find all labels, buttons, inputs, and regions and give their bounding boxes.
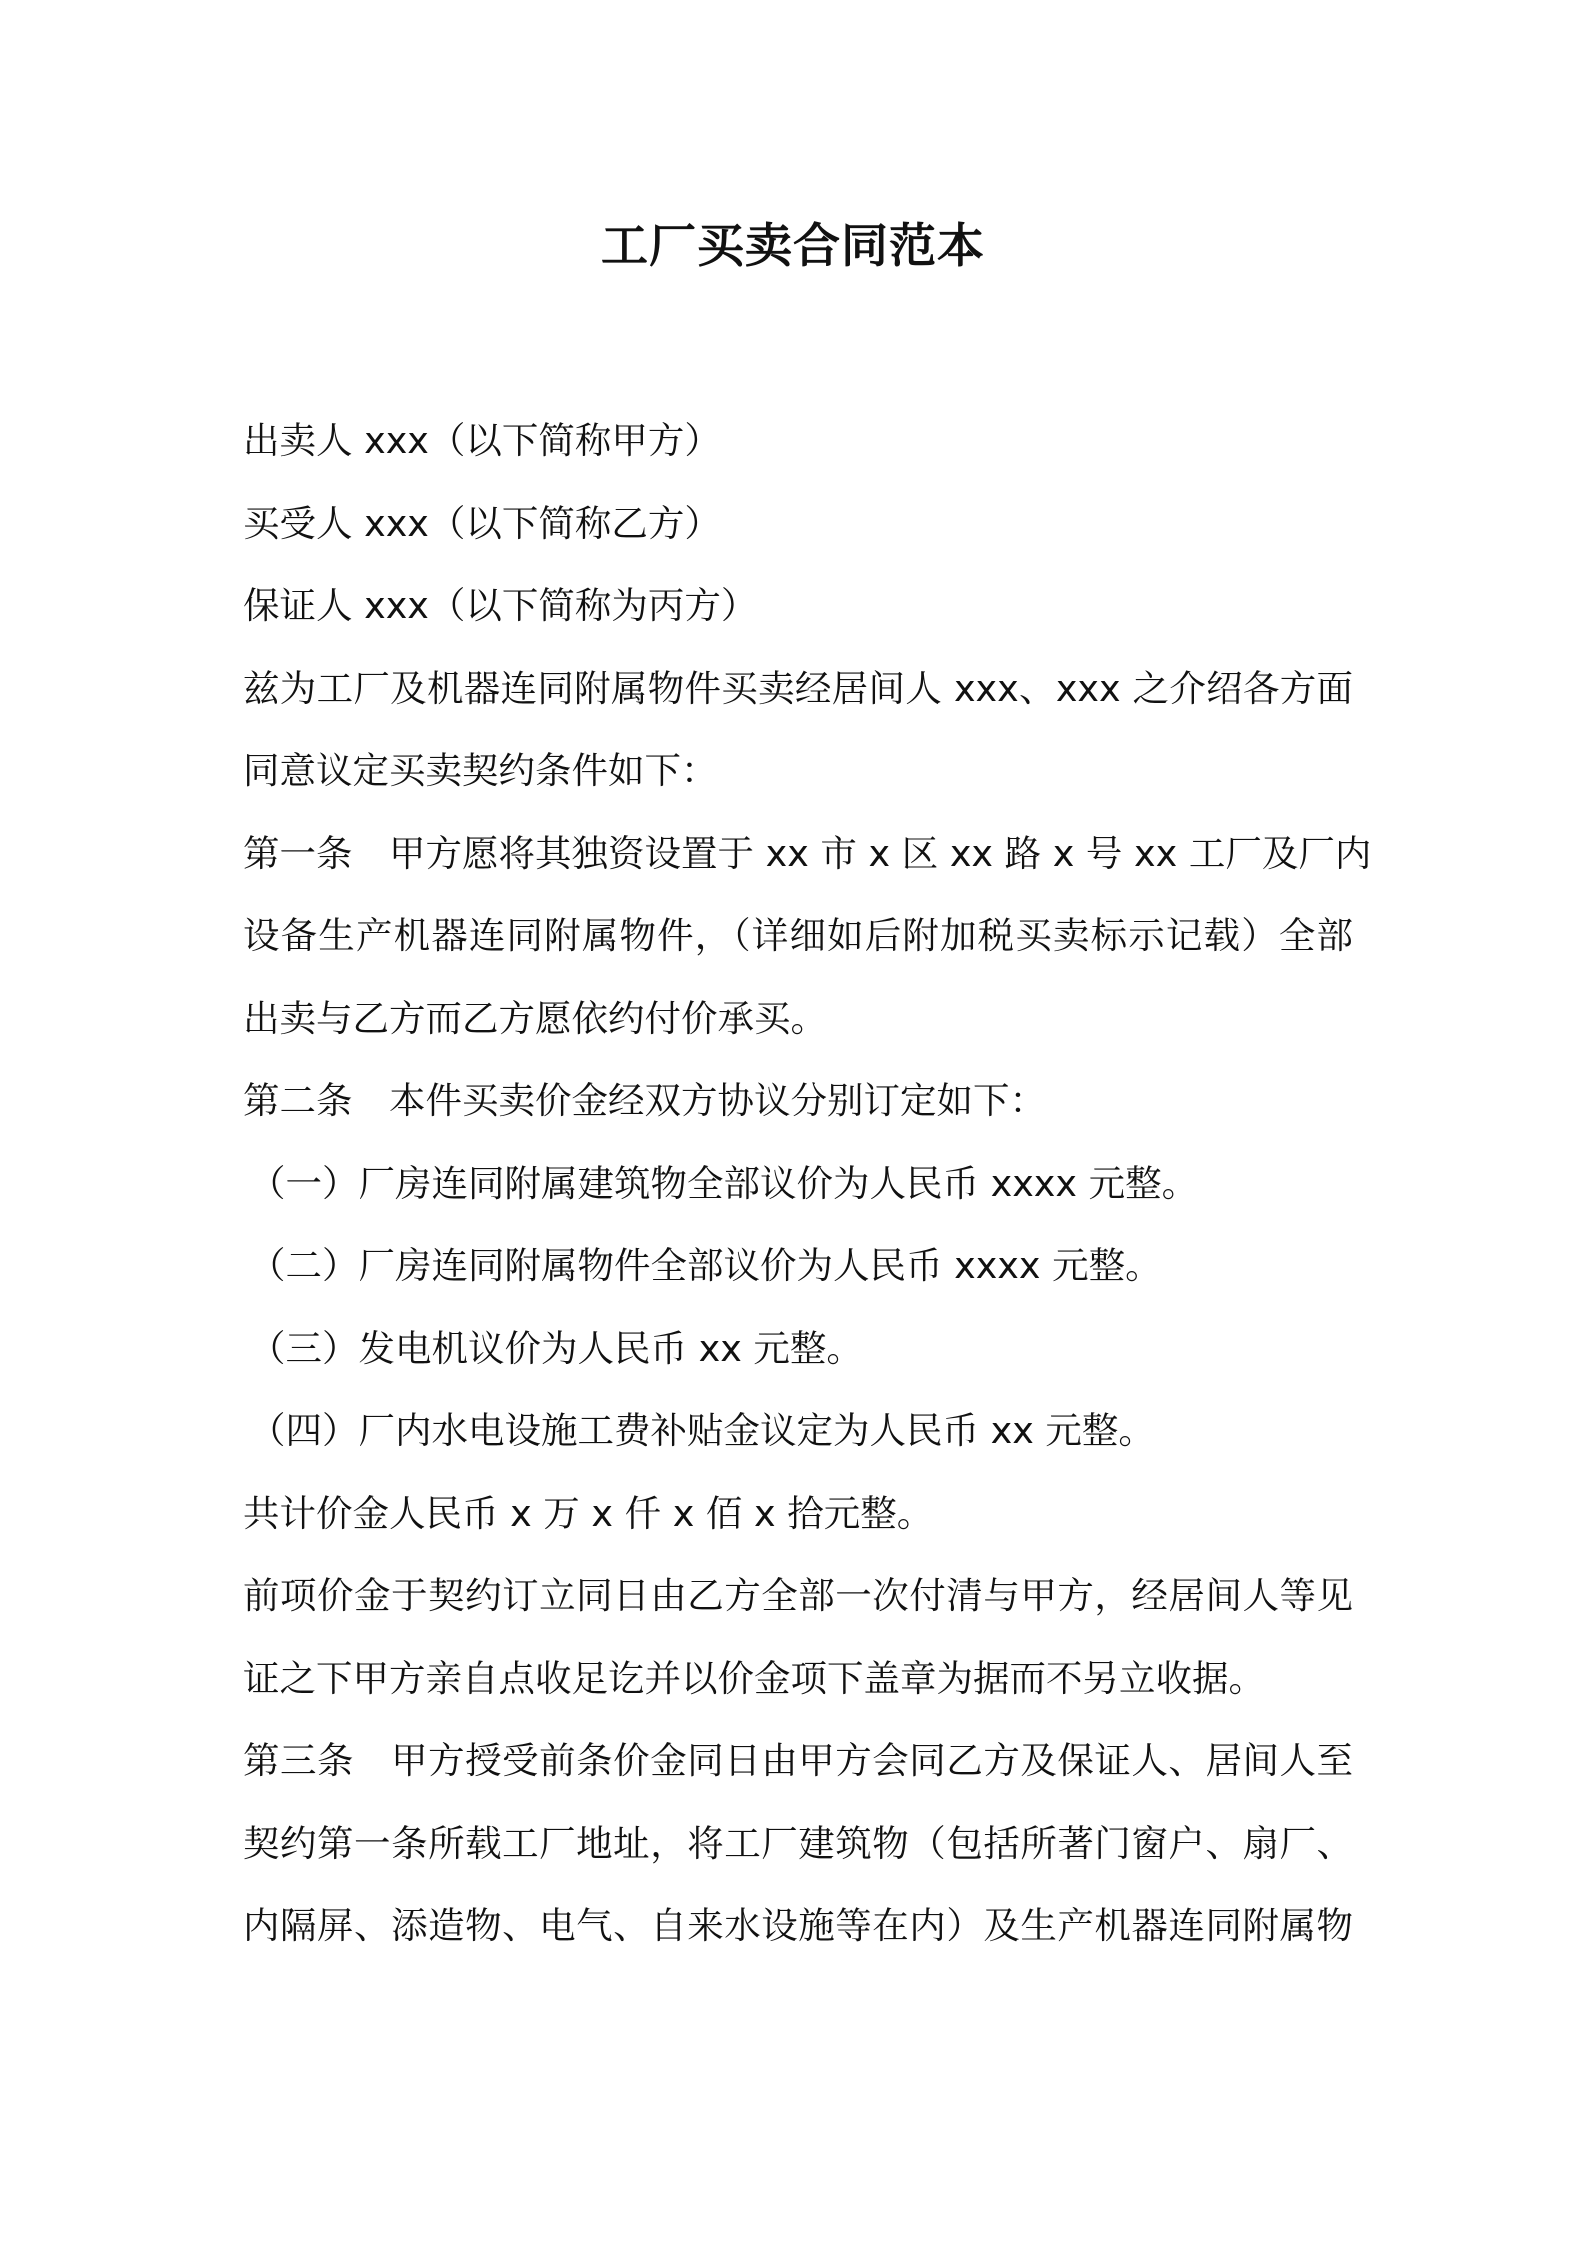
body-line: 设备生产机器连同附属物件，（详细如后附加税买卖标示记载）全部 [243, 914, 1353, 957]
body-line: 同意议定买卖契约条件如下： [243, 749, 718, 792]
body-line: 出卖人 xxx（以下简称甲方） [243, 419, 721, 462]
document-title: 工厂买卖合同范本 [601, 219, 985, 274]
body-line: （一）厂房连同附属建筑物全部议价为人民币 xxxx 元整。 [249, 1161, 1199, 1205]
body-line: 买受人 xxx（以下简称乙方） [243, 501, 721, 545]
body-line: 契约第一条所载工厂地址，将工厂建筑物（包括所著门窗户、扇厂、 [243, 1821, 1353, 1865]
body-line: （四）厂内水电设施工费补贴金议定为人民币 xx 元整。 [249, 1409, 1155, 1452]
body-line: 保证人 xxx（以下简称为丙方） [243, 584, 758, 627]
body-line: 出卖与乙方而乙方愿依约付价承买。 [243, 996, 827, 1040]
body-line: 第一条 甲方愿将其独资设置于 xx 市 x 区 xx 路 x 号 xx 工厂及厂内 [243, 831, 1372, 875]
document-body [243, 400, 1372, 1968]
body-line: （三）发电机议价为人民币 xx 元整。 [249, 1326, 863, 1370]
body-line: 内隔屏、添造物、电气、自来水设施等在内）及生产机器连同附属物 [243, 1904, 1353, 1947]
body-line: 兹为工厂及机器连同附属物件买卖经居间人 xxx、xxx 之介绍各方面 [243, 666, 1353, 710]
body-line: （二）厂房连同附属物件全部议价为人民币 xxxx 元整。 [249, 1244, 1162, 1287]
body-line: 第三条 甲方授受前条价金同日由甲方会同乙方及保证人、居间人至 [243, 1739, 1353, 1782]
body-line: 共计价金人民币 x 万 x 仟 x 佰 x 拾元整。 [243, 1491, 934, 1535]
body-line: 前项价金于契约订立同日由乙方全部一次付清与甲方，经居间人等见 [243, 1574, 1353, 1617]
body-line: 第二条 本件买卖价金经双方协议分别订定如下： [243, 1079, 1046, 1122]
body-line: 证之下甲方亲自点收足讫并以价金项下盖章为据而不另立收据。 [243, 1656, 1265, 1700]
